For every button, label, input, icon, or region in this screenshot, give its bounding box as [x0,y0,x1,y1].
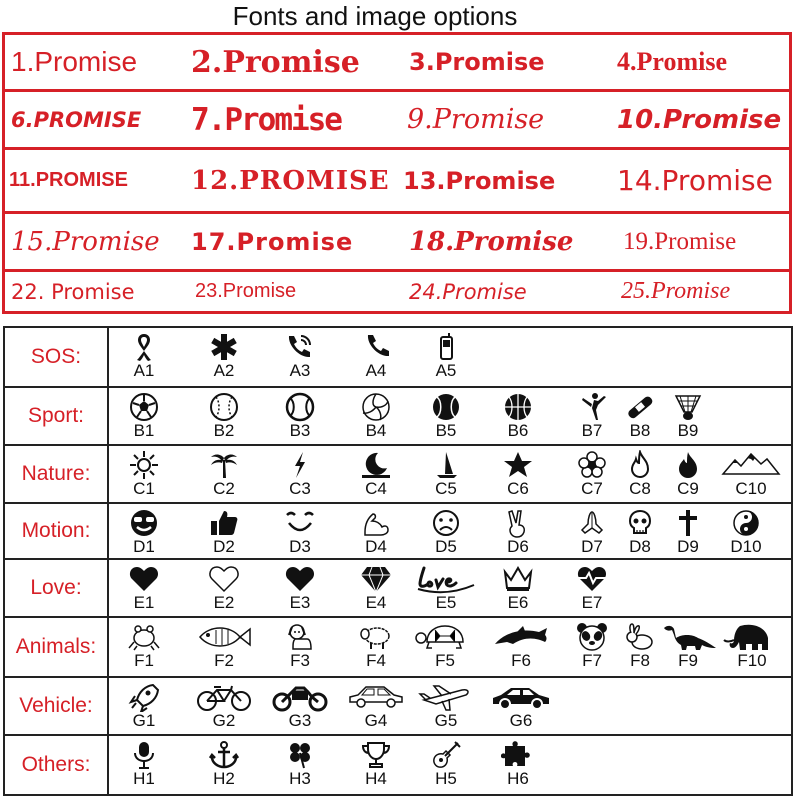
page-title: Fonts and image options [232,1,518,31]
bicycle-icon [194,682,254,712]
option-code: D7 [581,537,603,556]
image-option [565,622,619,670]
heart-icon [283,564,317,594]
image-option [273,450,327,498]
image-option [273,392,327,440]
category-row-vehicle [5,676,791,734]
font-row [5,35,789,89]
thumbs-up-icon [207,508,241,538]
option-code: A5 [435,361,457,380]
option-code: F9 [678,651,698,670]
option-code: H6 [507,769,529,788]
font-option: 2.Promise [191,44,360,80]
rocket-icon [127,682,161,712]
image-option [491,564,545,612]
category-label: Vehicle: [5,678,109,734]
image-option [413,622,477,670]
image-option [273,622,327,670]
option-code: F8 [630,651,650,670]
image-option [269,682,331,730]
flower-icon [575,450,609,480]
option-code: E7 [581,593,603,612]
option-code: C8 [629,479,651,498]
option-code: H2 [213,769,235,788]
image-option [491,450,545,498]
tennis-ball-icon [283,392,317,422]
love-script-icon [416,564,476,594]
image-option [117,682,171,730]
font-option: 17.Promise [191,227,354,256]
font-option: 22. Promise [11,279,135,304]
soccer-ball-icon [127,392,161,422]
image-option [273,740,327,788]
option-code: D3 [289,537,311,556]
option-code: F7 [582,651,602,670]
option-code: C9 [677,479,699,498]
option-code: G1 [132,711,156,730]
option-code: E6 [507,593,529,612]
car-outline-icon [346,682,406,712]
anchor-icon [207,740,241,770]
image-option [117,508,171,556]
option-code: B5 [435,421,457,440]
guitar-icon [429,740,463,770]
image-option [197,508,251,556]
option-code: F1 [134,651,154,670]
option-code: G5 [434,711,458,730]
phone-icon [359,332,393,362]
category-row-sport [5,386,791,444]
font-row [5,147,789,211]
heartbeat-icon [575,564,609,594]
image-option [415,682,477,730]
image-option [419,508,473,556]
option-code: B7 [581,421,603,440]
category-row-motion [5,502,791,558]
category-label: Animals: [5,618,109,676]
font-option: 15.Promise [11,226,160,257]
flame-icon [671,450,705,480]
turtle-icon [415,622,475,652]
airplane-icon [416,682,476,712]
image-option [349,392,403,440]
option-code: E1 [133,593,155,612]
shuttlecock-icon [671,392,705,422]
frog-icon [127,622,161,652]
basketball-icon [501,392,535,422]
category-label: Others: [5,736,109,794]
mammoth-icon [722,622,782,652]
image-option [565,564,619,612]
image-option [565,392,619,440]
peace-hand-icon [501,508,535,538]
option-code: D9 [677,537,699,556]
image-option [719,508,773,556]
option-code: C4 [365,479,387,498]
rabbit-icon [623,622,657,652]
category-label: Love: [5,560,109,616]
smile-eyes-icon [283,508,317,538]
option-code: F10 [737,651,767,670]
image-option [491,740,545,788]
image-option [197,392,251,440]
car-icon [483,682,559,712]
option-code: D1 [133,537,155,556]
font-option: 14.Promise [617,164,773,197]
option-code: B9 [677,421,699,440]
option-code: H1 [133,769,155,788]
image-option [661,508,715,556]
image-option [419,392,473,440]
option-code: A3 [289,361,311,380]
font-option: 24.Promise [409,279,527,304]
image-option [661,450,715,498]
fish-icon [194,622,254,652]
ball-icon [429,392,463,422]
image-option [273,508,327,556]
image-option [349,564,403,612]
image-option [197,564,251,612]
option-code: B2 [213,421,235,440]
option-code: G2 [212,711,236,730]
font-option: 11.PROMISE [9,169,128,191]
option-code: C1 [133,479,155,498]
image-options-table [3,326,793,796]
image-option [349,740,403,788]
image-option [419,332,473,380]
image-option [719,450,783,498]
flame-outline-icon [623,450,657,480]
image-option [197,740,251,788]
option-code: B1 [133,421,155,440]
option-code: H3 [289,769,311,788]
puzzle-icon [501,740,535,770]
option-code: B4 [365,421,387,440]
palm-tree-icon [207,450,241,480]
sailboat-icon [429,450,463,480]
category-label: Nature: [5,446,109,502]
category-row-nature [5,444,791,502]
option-code: G3 [288,711,312,730]
image-option [117,622,171,670]
praying-hands-icon [575,508,609,538]
category-row-others [5,734,791,794]
image-option [409,564,483,612]
image-option [197,332,251,380]
font-row [5,211,789,269]
option-code: D5 [435,537,457,556]
category-label: SOS: [5,328,109,386]
option-code: H4 [365,769,387,788]
option-code: C6 [507,479,529,498]
lightning-icon [283,450,317,480]
option-code: F3 [290,651,310,670]
category-row-animals [5,616,791,676]
clover-icon [283,740,317,770]
category-row-love [5,558,791,616]
option-code: B8 [629,421,651,440]
option-code: G6 [509,711,533,730]
font-option: 18.Promise [409,226,574,257]
image-option [419,450,473,498]
image-option [349,508,403,556]
category-label: Motion: [5,504,109,558]
bandage-icon [623,392,657,422]
microphone-icon [127,740,161,770]
mountains-icon [721,450,781,480]
image-option [349,622,403,670]
image-option [189,622,259,670]
option-code: F4 [366,651,386,670]
option-code: A1 [133,361,155,380]
ribbon-icon [127,332,161,362]
puppy-icon [283,622,317,652]
sheep-icon [359,622,393,652]
option-code: D8 [629,537,651,556]
image-option [491,508,545,556]
option-code: F2 [214,651,234,670]
image-option [345,682,407,730]
category-label: Sport: [5,388,109,444]
font-row [5,269,789,311]
font-option: 19.Promise [623,227,737,255]
cross-icon [671,508,705,538]
font-option: 23.Promise [195,280,297,302]
image-option [273,564,327,612]
font-option: 4.Promise [617,47,727,76]
font-option: 10.Promise [617,104,782,135]
image-option [565,508,619,556]
crown-icon [501,564,535,594]
font-option: 9.Promise [407,104,545,135]
trophy-icon [359,740,393,770]
option-code: C2 [213,479,235,498]
font-option: 6.PROMISE [11,107,142,132]
heart-icon [127,564,161,594]
option-code: E4 [365,593,387,612]
image-option [491,622,551,670]
option-code: D10 [730,537,762,556]
image-option [117,450,171,498]
image-option [565,450,619,498]
font-option: 3.Promise [409,48,545,76]
option-code: D2 [213,537,235,556]
baseball-icon [207,392,241,422]
font-option: 12.PROMISE [191,165,390,196]
dinosaur-icon [658,622,718,652]
volleyball-icon [359,392,393,422]
option-code: A4 [365,361,387,380]
font-option: 13.Promise [403,166,556,195]
image-option [657,622,719,670]
sad-face-icon [429,508,463,538]
option-code: C10 [735,479,767,498]
option-code: C5 [435,479,457,498]
diamond-icon [359,564,393,594]
motorcycle-icon [270,682,330,712]
font-row [5,89,789,147]
image-option [661,392,715,440]
mobile-phone-icon [429,332,463,362]
fonts-table [2,32,792,314]
option-code: H5 [435,769,457,788]
option-code: E2 [213,593,235,612]
image-option [613,508,667,556]
option-code: G4 [364,711,388,730]
moon-icon [359,450,393,480]
font-option: 25.Promise [621,278,731,304]
dolphin-icon [491,622,551,652]
option-code: D6 [507,537,529,556]
sun-icon [127,450,161,480]
option-code: A2 [213,361,235,380]
karate-icon [575,392,609,422]
panda-icon [575,622,609,652]
font-option: 7.Promise [191,101,341,138]
image-option [117,392,171,440]
medical-star-icon [207,332,241,362]
option-code: C7 [581,479,603,498]
skull-icon [623,508,657,538]
heart-outline-icon [207,564,241,594]
category-row-sos [5,328,791,386]
option-code: B6 [507,421,529,440]
cool-face-icon [127,508,161,538]
image-option [491,392,545,440]
image-option [349,450,403,498]
muscle-arm-icon [359,508,393,538]
image-option [117,332,171,380]
option-code: F6 [511,651,531,670]
image-option [273,332,327,380]
option-code: B3 [289,421,311,440]
image-option [481,682,561,730]
image-option [197,450,251,498]
option-code: D4 [365,537,387,556]
option-code: E5 [435,593,457,612]
option-code: F5 [435,651,455,670]
option-code: C3 [289,479,311,498]
star-icon [501,450,535,480]
image-option [613,392,667,440]
image-option [613,450,667,498]
image-option [721,622,783,670]
image-option [419,740,473,788]
image-option [117,564,171,612]
image-option [349,332,403,380]
font-option: 1.Promise [11,46,138,77]
option-code: E3 [289,593,311,612]
yin-yang-icon [729,508,763,538]
image-option [117,740,171,788]
phone-ringing-icon [283,332,317,362]
image-option [193,682,255,730]
